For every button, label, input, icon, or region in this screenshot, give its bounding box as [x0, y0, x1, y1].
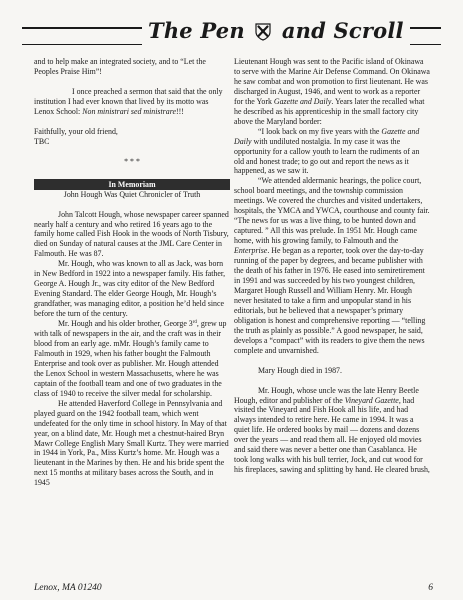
crest-shield-icon: [255, 19, 271, 49]
left-column: [34, 57, 230, 488]
retire-rest: , had visited the Vineyard and Fish Hook all his life, and had always intended to retire here. He came in 1994. It was a quiet life. He ordered books by mail — dozens and dozens over the years — and read them all. He enjoyed old movies and said there was never a better one than Casablanca. He took long walks with his bull terrier, Jock, and cut wood for his fireplaces, sawing and splitting by hand. He cleared brush,: [234, 395, 430, 475]
letter-signature: TBC: [34, 136, 50, 146]
obit-p3-start: Mr. Hough and his older brother, George 3: [58, 319, 193, 329]
in-memoriam-banner: In Memoriam: [34, 179, 230, 190]
sermon-text: I once preached a sermon that said that the only institution I had ever known that lived by its motto was Lenox School:: [34, 86, 223, 116]
ordinal-suffix: rd: [192, 320, 197, 326]
quote1-rest: with undiluted nostalgia. In my case it was the opportunity for a callow youth to learn the rudiments of an old and honest trade; to go out and report the news as it happened, as we saw it.: [234, 136, 420, 176]
letter-sermon-paragraph: [34, 87, 230, 117]
masthead: [22, 18, 441, 48]
right-column: [234, 57, 430, 475]
lenox-motto: Non ministrari sed ministrare: [82, 106, 176, 116]
letter-closing-paragraph: and to help make an integrated society, and to “Let the Peoples Praise Him”!: [34, 57, 206, 76]
quote2-start: “We attended aldermanic hearings, the police court, school board meetings, and the township commission meetings. We covered the churches and visited undertakers, hospitals, the YMCA and YWCA, courthouse and county fair. “The news for us was a live thing, to be hunted down and captured. ” All this was prelude. In 1951 Mr. Hough came home, with his growing family, to Falmouth and the: [234, 176, 430, 246]
quote2-rest: . He began as a reporter, took over the day-to-day running of the paper by degrees, and became publisher with the death of his father in 1976. He eased into semiretirement in 1991 and was succeeded by his two youngest children, Margaret Hough Russell and William Henry. Mr. Hough never hesitated to take a firm and unpopular stand in his editorials, but he believed that a newspaper’s primary obligation is honest and comprehensive reporting — “telling the truth as plainly as possible.” A good newspaper, he said, develops a “compact” with its readers to give them the news complete and unvarnished.: [234, 246, 426, 355]
newspaper-name: Gazette and Daily: [234, 126, 420, 146]
newspaper-name: Gazette and Daily: [273, 96, 332, 106]
quote1-start: “I look back on my five years with the: [258, 126, 380, 136]
obituary-quote-2: [234, 176, 430, 355]
masthead-title-left: The Pen: [148, 18, 245, 43]
footer-location: Lenox, MA 01240: [34, 583, 102, 593]
letter-signoff: Faithfully, your old friend,: [34, 126, 118, 136]
obituary-paragraph-mary: Mary Hough died in 1987.: [258, 365, 342, 375]
obit-p3-rest: , grew up with talk of newspapers in the air, and the craft was in their blood from an early age. mMr. Hough’s family came to Falmouth in 1929, when his father bought the Falmouth Enterprise and took over as publisher. Mr. Hough attended the Lenox School in western Massachusetts, where he was captain of the football team and one of two graduates in the class of 1940 to receive the silver medal for scholarship.: [34, 319, 227, 398]
newspaper-name: Vineyard Gazette: [344, 395, 399, 405]
obituary-paragraph-2: Mr. Hough, who was known to all as Jack, was born in New Bedford in 1922 into a newspaper family. His father, George A. Hough Jr., was city editor of the New Bedford Evening Standard. The elder George Hough, Mr. Hough’s grandfather, was managing editor, a position he’d held since before the turn of the century.: [34, 259, 226, 319]
masthead-title: [142, 16, 410, 49]
newspaper-name: Enterprise: [234, 246, 268, 256]
obituary-paragraph-4: He attended Haverford College in Pennsylvania and played guard on the 1942 football team, which went undefeated for the only time in school history. In May of that year, on a blind date, Mr. Hough met a chestnut-haired Bryn Mawr College English Mary Small Kurtz. They were married in 1944 in York, Pa., Miss Kurtz’s home. Mr. Hough was a lieutenant in the Marines by then. He and his bride spent the next 15 months at military bases across the South, and in 1945: [34, 398, 229, 488]
section-divider-stars: * * *: [124, 156, 140, 166]
obituary-paragraph-retirement: [234, 386, 430, 476]
sermon-exclaim: !!!: [175, 106, 184, 116]
obituary-paragraph-5: [234, 57, 430, 127]
obit-p5-rest: . Years later the recalled what he described as his apprenticeship in the small factory city above the Maryland border:: [234, 96, 425, 126]
masthead-title-right: and Scroll: [281, 18, 404, 43]
page-number: 6: [428, 583, 433, 593]
retire-start: Mr. Hough, whose uncle was the late Henry Beetle Hough, editor and publisher of the: [234, 385, 419, 405]
obituary-paragraph-3: [34, 319, 230, 399]
obit-p5-start: Lieutenant Hough was sent to the Pacific island of Okinawa to serve with the Marine Air Defense Command. On Okinawa he saw combat and won promotion to first lieutenant. He was discharged in August, 1946, and went to work as a reporter for the York: [234, 57, 430, 106]
obituary-quote-1: [234, 127, 430, 177]
page-footer: [34, 583, 433, 593]
obituary-paragraph-1: John Talcott Hough, whose newspaper career spanned nearly half a century and who retired 16 years ago to the family home called Fish Hook in the woods of North Tisbury, died on Sunday of natural causes at the JML Care Center in Falmouth. He was 87.: [34, 209, 229, 259]
obituary-headline: John Hough Was Quiet Chronicler of Truth: [63, 189, 201, 199]
